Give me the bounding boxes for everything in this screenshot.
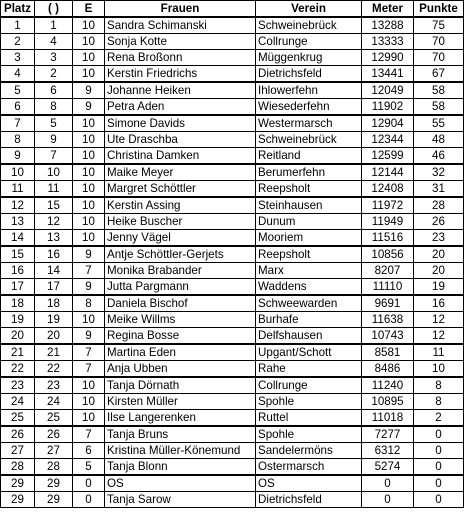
cell-platz: 10 [1,164,35,181]
cell-meter: 0 [362,475,414,492]
cell-platz: 7 [1,115,35,132]
cell-name: Margret Schöttler [105,181,256,198]
cell-e: 9 [73,279,105,296]
cell-e: 8 [73,295,105,312]
cell-e: 10 [73,214,105,230]
table-row [1,115,464,132]
cell-punkte: 2 [414,410,464,427]
cell-platz: 8 [1,132,35,148]
cell-platz: 9 [1,148,35,165]
cell-name: Regina Bosse [105,328,256,345]
cell-platz: 18 [1,295,35,312]
cell-name: OS [105,475,256,492]
cell-platz: 16 [1,263,35,279]
cell-punkte: 28 [414,197,464,214]
cell-punkte: 19 [414,279,464,296]
cell-verein: Ostermarsch [256,459,362,476]
table-row [1,214,464,230]
cell-name: Martina Eden [105,344,256,361]
table-row [1,312,464,328]
cell-punkte: 32 [414,164,464,181]
table-row [1,132,464,148]
cell-punkte: 8 [414,394,464,410]
cell-previous-rank: 8 [35,99,73,116]
cell-punkte: 0 [414,475,464,492]
cell-previous-rank: 5 [35,115,73,132]
cell-name: Simone Davids [105,115,256,132]
table-row [1,443,464,459]
cell-platz: 6 [1,99,35,116]
cell-verein: Schweewarden [256,295,362,312]
cell-name: Kristina Müller-Könemund [105,443,256,459]
cell-verein: Mooriem [256,230,362,247]
cell-verein: Sandelermöns [256,443,362,459]
cell-previous-rank: 28 [35,459,73,476]
cell-e: 7 [73,426,105,443]
cell-punkte: 12 [414,328,464,345]
cell-platz: 20 [1,328,35,345]
cell-e: 10 [73,197,105,214]
header-meter: Meter [362,1,414,18]
cell-previous-rank: 10 [35,164,73,181]
cell-meter: 8486 [362,361,414,378]
cell-meter: 11972 [362,197,414,214]
cell-previous-rank: 27 [35,443,73,459]
table-row [1,459,464,476]
cell-verein: Reepsholt [256,181,362,198]
cell-meter: 12344 [362,132,414,148]
cell-meter: 10743 [362,328,414,345]
table-row [1,34,464,50]
cell-e: 9 [73,246,105,263]
cell-previous-rank: 17 [35,279,73,296]
cell-e: 10 [73,164,105,181]
table-row [1,246,464,263]
cell-verein: Waddens [256,279,362,296]
cell-meter: 10895 [362,394,414,410]
cell-punkte: 0 [414,492,464,508]
cell-name: Sandra Schimanski [105,17,256,34]
cell-meter: 12599 [362,148,414,165]
cell-verein: Reitland [256,148,362,165]
cell-platz: 27 [1,443,35,459]
table-row [1,164,464,181]
cell-verein: Collrunge [256,377,362,394]
cell-previous-rank: 29 [35,492,73,508]
cell-platz: 13 [1,214,35,230]
cell-previous-rank: 12 [35,214,73,230]
cell-punkte: 12 [414,312,464,328]
cell-previous-rank: 16 [35,246,73,263]
cell-platz: 1 [1,17,35,34]
cell-previous-rank: 18 [35,295,73,312]
cell-punkte: 70 [414,34,464,50]
cell-meter: 7277 [362,426,414,443]
cell-platz: 23 [1,377,35,394]
cell-name: Tanja Bruns [105,426,256,443]
cell-meter: 13333 [362,34,414,50]
header-frauen: Frauen [105,1,256,18]
cell-previous-rank: 2 [35,66,73,83]
cell-punkte: 55 [414,115,464,132]
cell-name: Kirsten Müller [105,394,256,410]
cell-meter: 11949 [362,214,414,230]
cell-name: Meike Willms [105,312,256,328]
table-row [1,279,464,296]
cell-previous-rank: 25 [35,410,73,427]
cell-platz: 2 [1,34,35,50]
cell-name: Tanja Dörnath [105,377,256,394]
cell-name: Johanne Heiken [105,82,256,99]
cell-punkte: 0 [414,443,464,459]
cell-punkte: 20 [414,246,464,263]
cell-punkte: 31 [414,181,464,198]
table-row [1,295,464,312]
cell-name: Kerstin Assing [105,197,256,214]
table-row [1,426,464,443]
table-row [1,230,464,247]
cell-verein: Upgant/Schott [256,344,362,361]
cell-previous-rank: 14 [35,263,73,279]
cell-e: 10 [73,132,105,148]
cell-previous-rank: 6 [35,82,73,99]
cell-punkte: 58 [414,82,464,99]
cell-e: 10 [73,66,105,83]
cell-meter: 12904 [362,115,414,132]
cell-verein: Dietrichsfeld [256,66,362,83]
cell-e: 10 [73,50,105,66]
cell-meter: 8581 [362,344,414,361]
cell-e: 10 [73,115,105,132]
cell-name: Rena Broßonn [105,50,256,66]
header-row [1,1,464,18]
cell-platz: 12 [1,197,35,214]
cell-name: Jutta Pargmann [105,279,256,296]
cell-meter: 11018 [362,410,414,427]
cell-verein: Wiesederfehn [256,99,362,116]
cell-punkte: 75 [414,17,464,34]
cell-e: 9 [73,99,105,116]
cell-previous-rank: 9 [35,132,73,148]
header-verein: Verein [256,1,362,18]
cell-verein: Spohle [256,394,362,410]
cell-meter: 9691 [362,295,414,312]
cell-platz: 4 [1,66,35,83]
cell-verein: Burhafe [256,312,362,328]
cell-platz: 26 [1,426,35,443]
cell-name: Jenny Vägel [105,230,256,247]
cell-meter: 11516 [362,230,414,247]
cell-platz: 11 [1,181,35,198]
cell-meter: 12990 [362,50,414,66]
cell-previous-rank: 24 [35,394,73,410]
table-row [1,50,464,66]
cell-previous-rank: 20 [35,328,73,345]
cell-name: Sonja Kotte [105,34,256,50]
cell-e: 9 [73,328,105,345]
cell-platz: 24 [1,394,35,410]
cell-punkte: 8 [414,377,464,394]
cell-previous-rank: 19 [35,312,73,328]
cell-name: Petra Aden [105,99,256,116]
cell-e: 7 [73,263,105,279]
cell-verein: Westermarsch [256,115,362,132]
table-row [1,377,464,394]
table-row [1,181,464,198]
cell-previous-rank: 13 [35,230,73,247]
cell-platz: 19 [1,312,35,328]
cell-platz: 22 [1,361,35,378]
table-row [1,344,464,361]
cell-previous-rank: 7 [35,148,73,165]
cell-name: Tanja Sarow [105,492,256,508]
cell-name: Heike Buscher [105,214,256,230]
cell-platz: 29 [1,475,35,492]
cell-previous-rank: 3 [35,50,73,66]
cell-meter: 5274 [362,459,414,476]
table-row [1,410,464,427]
table-row [1,361,464,378]
cell-meter: 0 [362,492,414,508]
cell-punkte: 20 [414,263,464,279]
table-row [1,17,464,34]
cell-meter: 12049 [362,82,414,99]
cell-punkte: 46 [414,148,464,165]
table-row [1,492,464,508]
cell-platz: 15 [1,246,35,263]
cell-verein: Spohle [256,426,362,443]
cell-previous-rank: 26 [35,426,73,443]
cell-previous-rank: 22 [35,361,73,378]
cell-e: 10 [73,377,105,394]
cell-punkte: 10 [414,361,464,378]
cell-previous-rank: 21 [35,344,73,361]
cell-previous-rank: 23 [35,377,73,394]
cell-name: Maike Meyer [105,164,256,181]
cell-platz: 14 [1,230,35,247]
cell-previous-rank: 1 [35,17,73,34]
cell-name: Monika Brabander [105,263,256,279]
table-row [1,82,464,99]
cell-verein: Dietrichsfeld [256,492,362,508]
cell-platz: 5 [1,82,35,99]
cell-verein: Steinhausen [256,197,362,214]
cell-meter: 10856 [362,246,414,263]
cell-e: 10 [73,148,105,165]
cell-name: Anja Ubben [105,361,256,378]
header-punkte: Punkte [414,1,464,18]
table-row [1,66,464,83]
cell-verein: Reepsholt [256,246,362,263]
cell-meter: 11110 [362,279,414,296]
cell-verein: Rahe [256,361,362,378]
cell-e: 0 [73,475,105,492]
cell-e: 7 [73,361,105,378]
cell-e: 10 [73,312,105,328]
cell-punkte: 0 [414,426,464,443]
cell-verein: Berumerfehn [256,164,362,181]
cell-meter: 12408 [362,181,414,198]
cell-verein: Schweinebrück [256,132,362,148]
cell-previous-rank: 15 [35,197,73,214]
cell-verein: Delfshausen [256,328,362,345]
table-row [1,197,464,214]
cell-platz: 28 [1,459,35,476]
cell-previous-rank: 4 [35,34,73,50]
header-platz: Platz [1,1,35,18]
cell-e: 10 [73,34,105,50]
cell-e: 6 [73,443,105,459]
cell-punkte: 26 [414,214,464,230]
cell-e: 0 [73,492,105,508]
cell-name: Christina Damken [105,148,256,165]
table-row [1,148,464,165]
cell-previous-rank: 11 [35,181,73,198]
table-row [1,475,464,492]
cell-previous-rank: 29 [35,475,73,492]
cell-e: 7 [73,344,105,361]
cell-platz: 29 [1,492,35,508]
cell-name: Ute Draschba [105,132,256,148]
cell-meter: 11902 [362,99,414,116]
header-e: E [73,1,105,18]
cell-verein: Collrunge [256,34,362,50]
cell-e: 10 [73,230,105,247]
cell-punkte: 58 [414,99,464,116]
cell-meter: 11240 [362,377,414,394]
cell-punkte: 48 [414,132,464,148]
cell-punkte: 23 [414,230,464,247]
cell-meter: 11638 [362,312,414,328]
cell-name: Ilse Langerenken [105,410,256,427]
cell-meter: 13441 [362,66,414,83]
cell-meter: 8207 [362,263,414,279]
cell-e: 10 [73,181,105,198]
cell-e: 10 [73,410,105,427]
cell-verein: Ihlowerfehn [256,82,362,99]
cell-verein: Ruttel [256,410,362,427]
cell-platz: 21 [1,344,35,361]
cell-name: Antje Schöttler-Gerjets [105,246,256,263]
table-header [1,1,464,18]
table-body [1,17,464,508]
cell-platz: 17 [1,279,35,296]
cell-e: 10 [73,17,105,34]
table-row [1,263,464,279]
cell-meter: 12144 [362,164,414,181]
cell-punkte: 0 [414,459,464,476]
table-row [1,328,464,345]
cell-punkte: 16 [414,295,464,312]
cell-e: 9 [73,82,105,99]
cell-verein: Schweinebrück [256,17,362,34]
cell-platz: 25 [1,410,35,427]
cell-punkte: 67 [414,66,464,83]
cell-verein: Müggenkrug [256,50,362,66]
cell-platz: 3 [1,50,35,66]
table-row [1,394,464,410]
cell-verein: OS [256,475,362,492]
cell-name: Tanja Blonn [105,459,256,476]
cell-name: Daniela Bischof [105,295,256,312]
cell-e: 10 [73,394,105,410]
table-row [1,99,464,116]
cell-meter: 13288 [362,17,414,34]
cell-name: Kerstin Friedrichs [105,66,256,83]
cell-e: 5 [73,459,105,476]
cell-meter: 6312 [362,443,414,459]
header-previous-rank: ( ) [35,1,73,18]
cell-punkte: 70 [414,50,464,66]
cell-verein: Dunum [256,214,362,230]
cell-punkte: 11 [414,344,464,361]
cell-verein: Marx [256,263,362,279]
